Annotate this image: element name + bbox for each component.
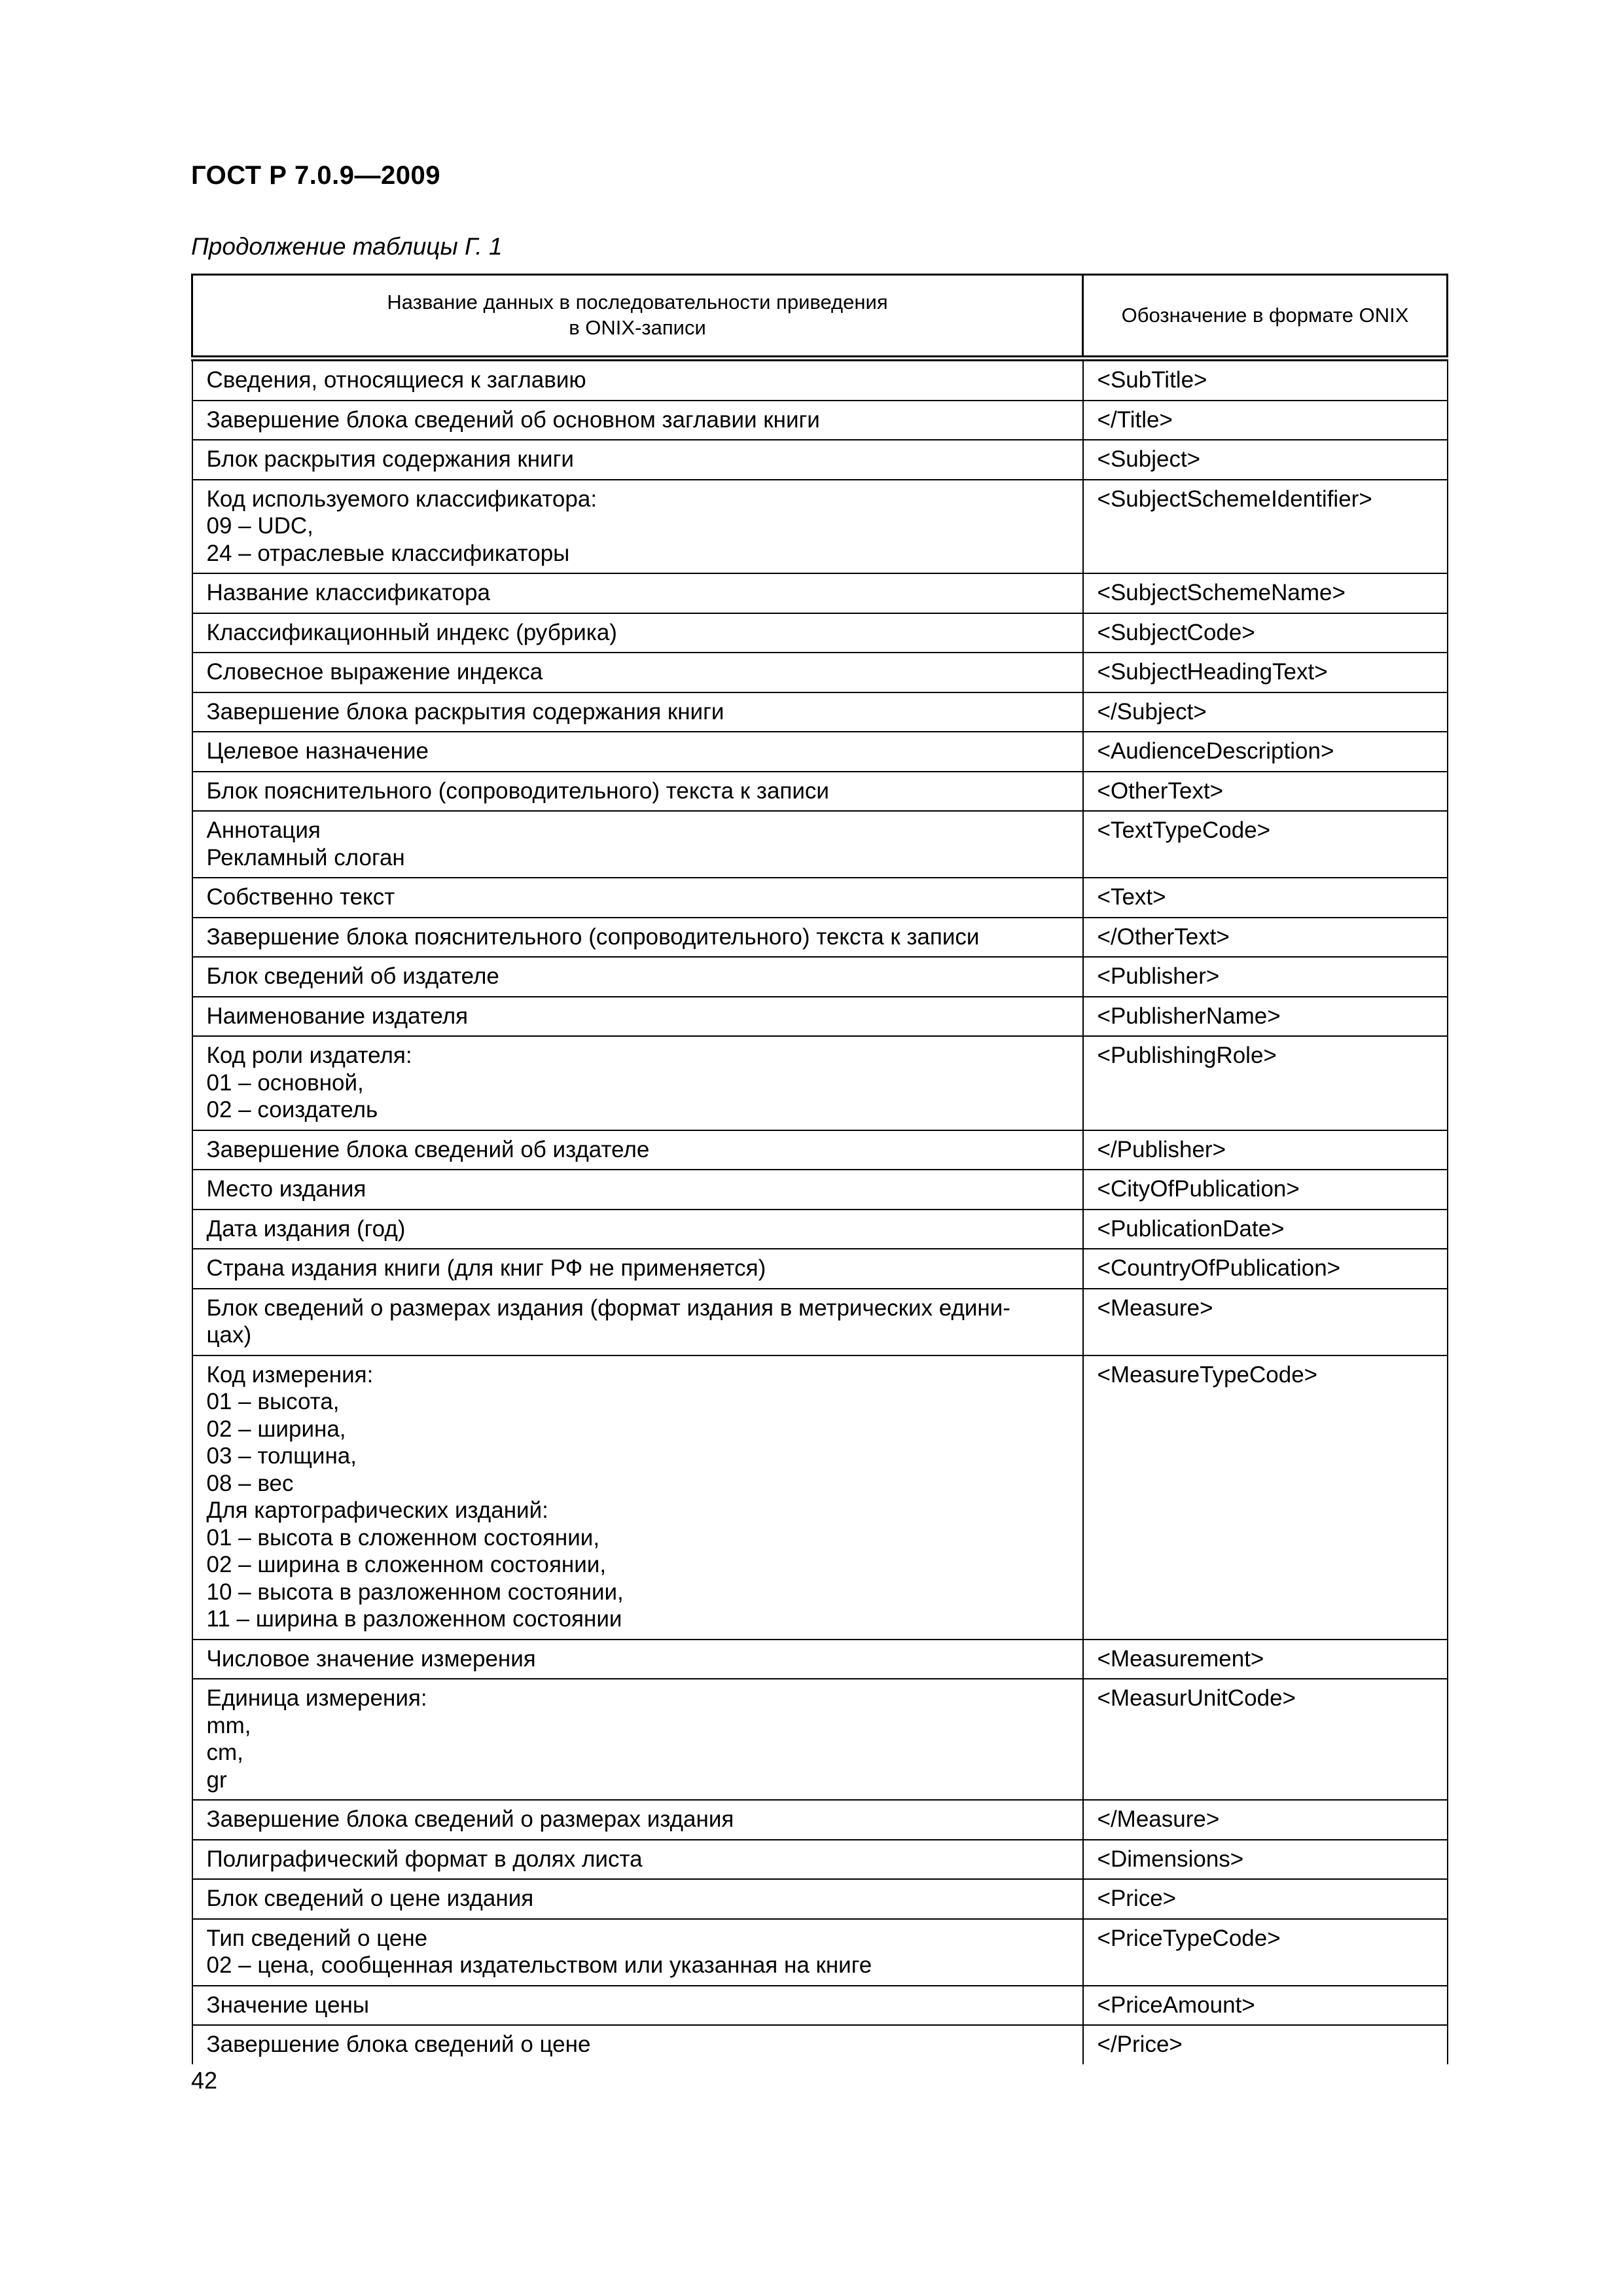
onix-tag-cell: <SubjectCode> [1083,613,1448,653]
onix-mapping-table [191,274,1448,2064]
page-number: 42 [191,2067,218,2094]
data-element-name-cell: Название классификатора [192,573,1083,613]
data-element-name-cell: Значение цены [192,1986,1083,2026]
onix-tag-cell: <MeasurUnitCode> [1083,1679,1448,1800]
table-row [192,1919,1448,1986]
onix-tag-cell: <PublisherName> [1083,997,1448,1037]
onix-tag-cell: <CityOfPublication> [1083,1170,1448,1210]
onix-tag-cell: <Publisher> [1083,957,1448,997]
table-row [192,573,1448,613]
data-element-name-cell: Код роли издателя: 01 – основной, 02 – соиздатель [192,1036,1083,1130]
onix-tag-cell: <CountryOfPublication> [1083,1249,1448,1289]
data-element-name-cell: Наименование издателя [192,997,1083,1037]
data-element-name-cell: Завершение блока раскрытия содержания книги [192,692,1083,732]
data-element-name-cell: Код измерения: 01 – высота, 02 – ширина, 03 – толщина, 08 – вес Для картографических изданий: 01 – высота в сложенном состоянии, 02 – ширина в сложенном состоянии, 10 – высота в разложенном состоянии, 11 – ширина в разложенном состоянии [192,1355,1083,1640]
table-body [192,359,1448,2064]
data-element-name-cell: Блок пояснительного (сопроводительного) текста к записи [192,772,1083,812]
table-row [192,401,1448,440]
table-row [192,772,1448,812]
table-row [192,1170,1448,1210]
data-element-name-cell: Завершение блока сведений об основном заглавии книги [192,401,1083,440]
data-element-name-cell: Блок сведений об издателе [192,957,1083,997]
table-row [192,1249,1448,1289]
onix-tag-cell: </Publisher> [1083,1130,1448,1170]
table-row [192,692,1448,732]
onix-tag-cell: </Subject> [1083,692,1448,732]
data-element-name-cell: Полиграфический формат в долях листа [192,1840,1083,1880]
data-element-name-cell: Аннотация Рекламный слоган [192,811,1083,878]
onix-tag-cell: <Text> [1083,878,1448,918]
table-row [192,918,1448,958]
table-header [192,275,1448,359]
onix-tag-cell: </Measure> [1083,1800,1448,1840]
onix-tag-cell: <Measure> [1083,1289,1448,1355]
onix-tag-cell: </Title> [1083,401,1448,440]
onix-tag-cell: <AudienceDescription> [1083,732,1448,772]
onix-tag-cell: </Price> [1083,2025,1448,2064]
table-row [192,1879,1448,1919]
table-continuation-caption: Продолжение таблицы Г. 1 [191,233,503,260]
table-row [192,2025,1448,2064]
table-row [192,359,1448,401]
table-row [192,957,1448,997]
data-element-name-cell: Блок сведений о цене издания [192,1879,1083,1919]
onix-tag-cell: <SubjectHeadingText> [1083,653,1448,692]
table-row [192,440,1448,480]
data-element-name-cell: Блок раскрытия содержания книги [192,440,1083,480]
data-element-name-cell: Тип сведений о цене 02 – цена, сообщенная издательством или указанная на книге [192,1919,1083,1986]
onix-tag-cell: <OtherText> [1083,772,1448,812]
data-element-name-cell: Дата издания (год) [192,1210,1083,1249]
table-row [192,1355,1448,1640]
onix-tag-cell: <SubTitle> [1083,359,1448,401]
document-code: ГОСТ Р 7.0.9—2009 [191,161,440,190]
data-element-name-cell: Завершение блока сведений о цене [192,2025,1083,2064]
data-element-name-cell: Сведения, относящиеся к заглавию [192,359,1083,401]
data-element-name-cell: Завершение блока сведений о размерах издания [192,1800,1083,1840]
table-row [192,732,1448,772]
onix-tag-cell: <MeasureTypeCode> [1083,1355,1448,1640]
data-element-name-cell: Числовое значение измерения [192,1640,1083,1679]
data-element-name-cell: Единица измерения: mm, cm, gr [192,1679,1083,1800]
onix-tag-cell: <Price> [1083,1879,1448,1919]
onix-tag-cell: <TextTypeCode> [1083,811,1448,878]
onix-tag-cell: <PublicationDate> [1083,1210,1448,1249]
table-row [192,1800,1448,1840]
column-header-onix: Обозначение в формате ONIX [1083,275,1448,359]
onix-tag-cell: <SubjectSchemeIdentifier> [1083,480,1448,574]
table-row [192,1130,1448,1170]
table-header-row [192,275,1448,359]
data-element-name-cell: Страна издания книги (для книг РФ не применяется) [192,1249,1083,1289]
data-element-name-cell: Словесное выражение индекса [192,653,1083,692]
table-row [192,1210,1448,1249]
table-row [192,997,1448,1037]
data-element-name-cell: Блок сведений о размерах издания (формат издания в метрических едини- цах) [192,1289,1083,1355]
onix-tag-cell: <PriceTypeCode> [1083,1919,1448,1986]
table-row [192,1036,1448,1130]
data-element-name-cell: Завершение блока сведений об издателе [192,1130,1083,1170]
table-row [192,613,1448,653]
table-row [192,811,1448,878]
data-element-name-cell: Классификационный индекс (рубрика) [192,613,1083,653]
data-element-name-cell: Собственно текст [192,878,1083,918]
onix-tag-cell: <Measurement> [1083,1640,1448,1679]
table-row [192,1640,1448,1679]
table-row [192,1986,1448,2026]
table-row [192,1289,1448,1355]
table-row [192,480,1448,574]
column-header-data-name: Название данных в последовательности приведения в ONIX-записи [192,275,1083,359]
data-element-name-cell: Завершение блока пояснительного (сопроводительного) текста к записи [192,918,1083,958]
onix-tag-cell: </OtherText> [1083,918,1448,958]
data-element-name-cell: Целевое назначение [192,732,1083,772]
onix-tag-cell: <Subject> [1083,440,1448,480]
onix-tag-cell: <PublishingRole> [1083,1036,1448,1130]
table-row [192,653,1448,692]
onix-tag-cell: <SubjectSchemeName> [1083,573,1448,613]
data-element-name-cell: Код используемого классификатора: 09 – UDC, 24 – отраслевые классификаторы [192,480,1083,574]
data-element-name-cell: Место издания [192,1170,1083,1210]
table-row [192,1679,1448,1800]
onix-tag-cell: <PriceAmount> [1083,1986,1448,2026]
onix-tag-cell: <Dimensions> [1083,1840,1448,1880]
table-row [192,1840,1448,1880]
table-row [192,878,1448,918]
